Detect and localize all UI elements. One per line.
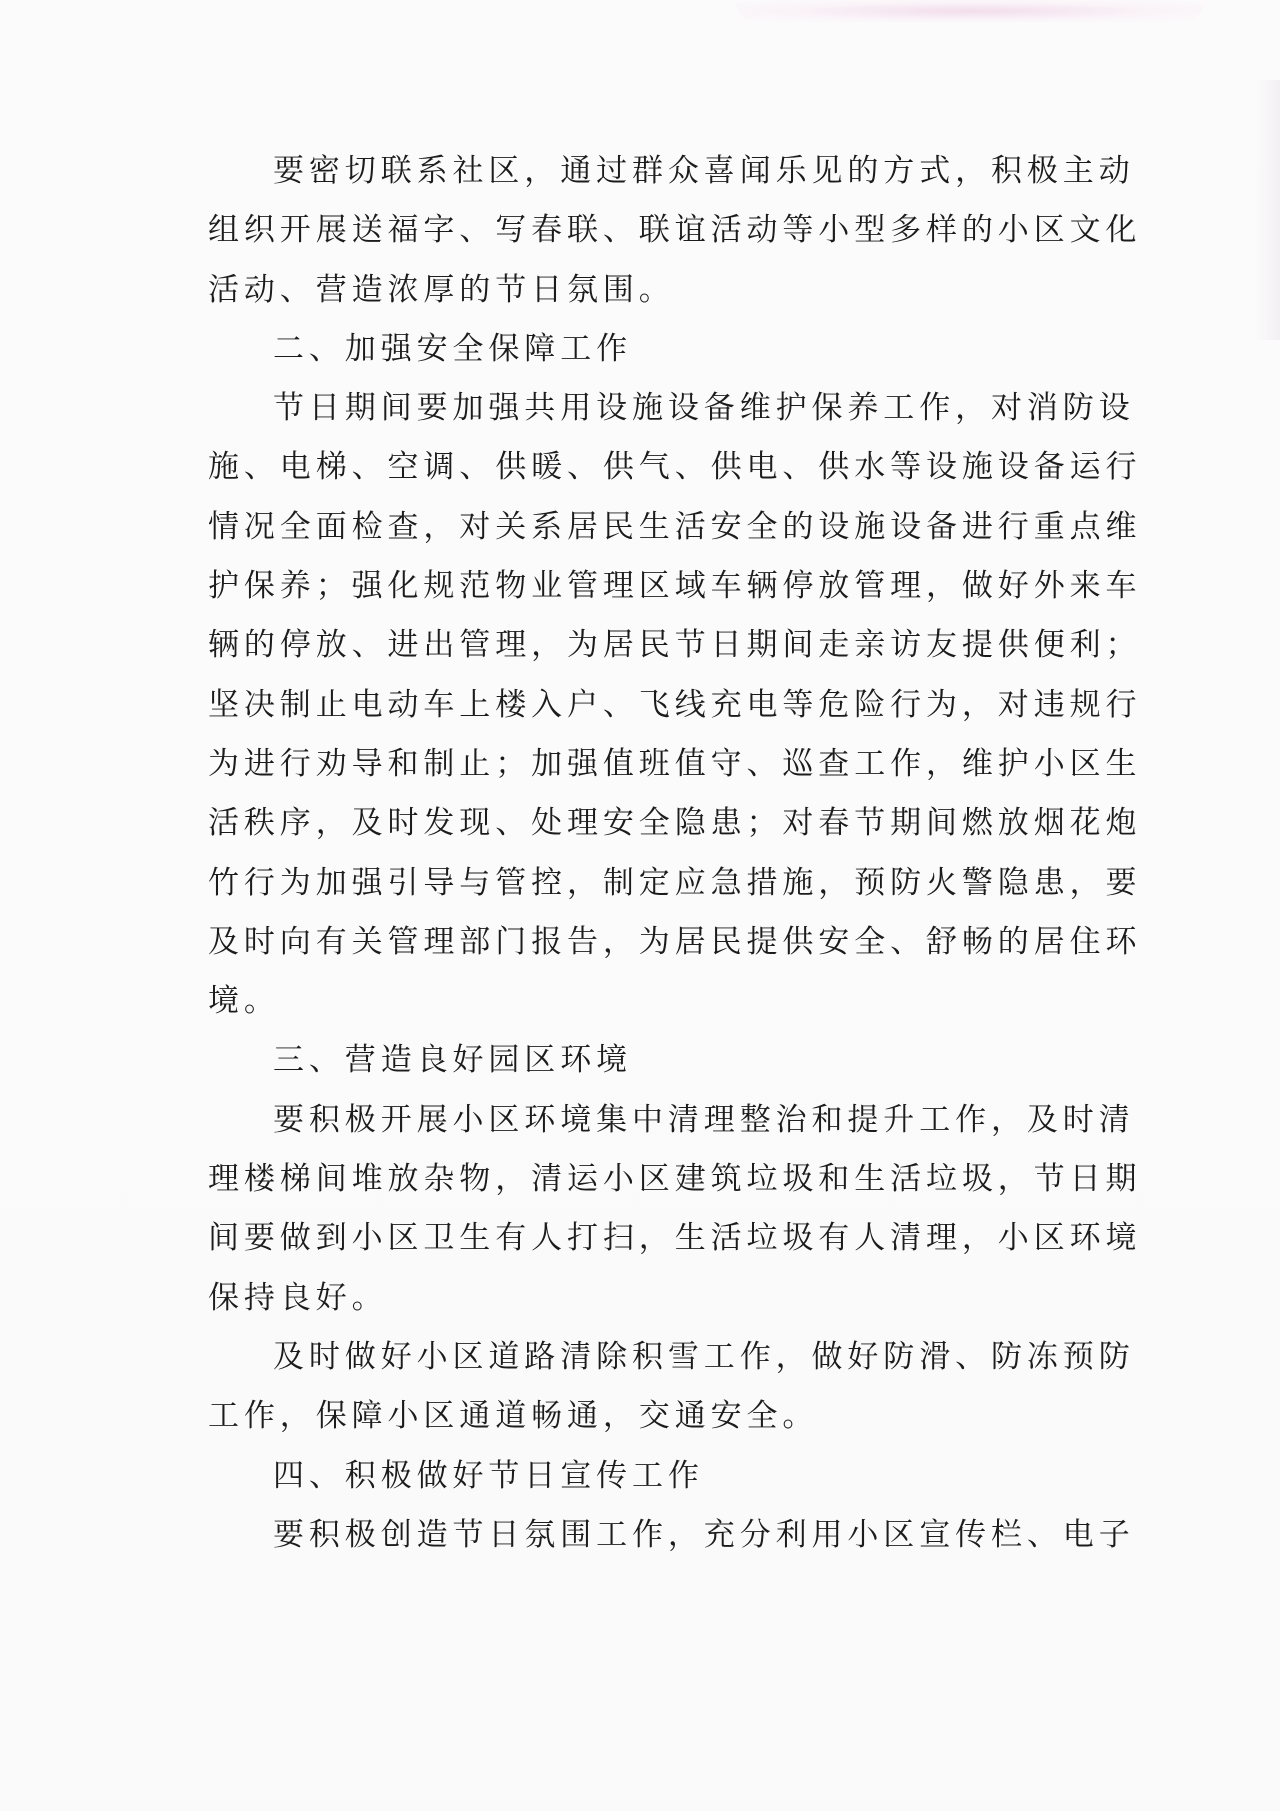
paragraph-line: 及时做好小区道路清除积雪工作，做好防滑、防冻预防 (273, 1338, 1135, 1375)
paragraph-line: 活秩序，及时发现、处理安全隐患；对春节期间燃放烟花炮 (208, 805, 1142, 842)
faded-stamp-mark (735, 0, 1205, 22)
paragraph-line: 为进行劝导和制止；加强值班值守、巡查工作，维护小区生 (208, 745, 1142, 782)
paragraph-line: 境。 (208, 983, 280, 1020)
scan-edge-shadow (1255, 80, 1280, 340)
section-heading: 四、积极做好节日宣传工作 (273, 1457, 704, 1494)
paragraph-line: 坚决制止电动车上楼入户、飞线充电等危险行为，对违规行 (208, 686, 1142, 723)
paragraph-line: 工作，保障小区通道畅通，交通安全。 (208, 1398, 819, 1435)
paragraph-line: 及时向有关管理部门报告，为居民提供安全、舒畅的居住环 (208, 923, 1142, 960)
paragraph-line: 辆的停放、进出管理，为居民节日期间走亲访友提供便利； (208, 627, 1142, 664)
paragraph-line: 要密切联系社区，通过群众喜闻乐见的方式，积极主动 (273, 153, 1135, 189)
paragraph-line: 理楼梯间堆放杂物，清运小区建筑垃圾和生活垃圾，节日期 (208, 1161, 1142, 1198)
paragraph-line: 护保养；强化规范物业管理区域车辆停放管理，做好外来车 (208, 568, 1142, 605)
paragraph-line: 节日期间要加强共用设施设备维护保养工作，对消防设 (273, 390, 1135, 427)
paragraph-line: 要积极创造节日氛围工作，充分利用小区宣传栏、电子 (273, 1516, 1135, 1553)
section-heading: 二、加强安全保障工作 (273, 330, 632, 367)
paragraph-line: 情况全面检查，对关系居民生活安全的设施设备进行重点维 (208, 508, 1142, 545)
paragraph-line: 施、电梯、空调、供暖、供气、供电、供水等设施设备运行 (208, 449, 1142, 486)
paragraph-line: 竹行为加强引导与管控，制定应急措施，预防火警隐患，要 (208, 864, 1142, 901)
section-heading: 三、营造良好园区环境 (273, 1042, 632, 1079)
paragraph-line: 保持良好。 (208, 1279, 388, 1316)
paragraph-line: 组织开展送福字、写春联、联谊活动等小型多样的小区文化 (208, 212, 1142, 249)
paragraph-line: 要积极开展小区环境集中清理整治和提升工作，及时清 (273, 1101, 1135, 1138)
paragraph-line: 间要做到小区卫生有人打扫，生活垃圾有人清理，小区环境 (208, 1220, 1142, 1257)
paragraph-line: 活动、营造浓厚的节日氛围。 (208, 271, 675, 308)
document-body (208, 142, 1142, 1565)
